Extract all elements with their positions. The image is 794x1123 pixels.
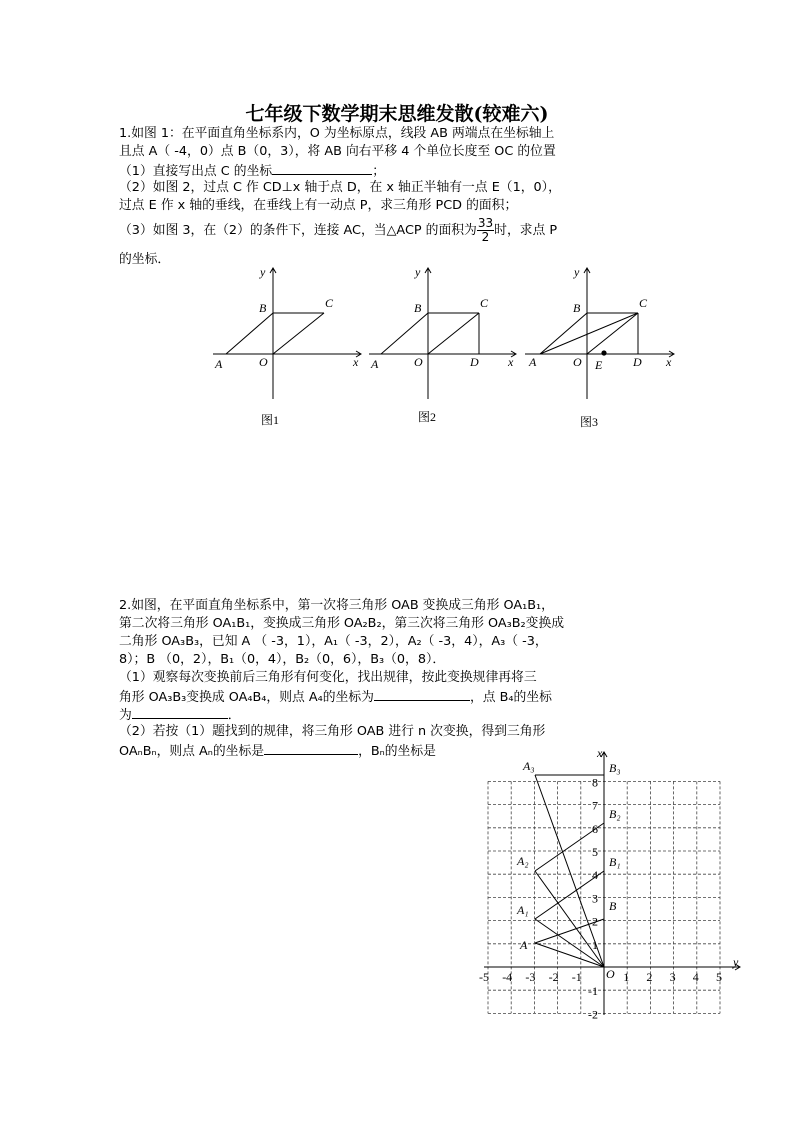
x-tick-label: 5 xyxy=(716,970,722,984)
y-tick-label: 2 xyxy=(592,914,598,929)
y-tick-label: 1 xyxy=(592,937,598,952)
x-tick-label: -5 xyxy=(479,970,489,984)
y-tick-label: 5 xyxy=(592,845,598,859)
label-b2: B₂ xyxy=(609,807,621,821)
figure-2-caption: 图2 xyxy=(418,410,437,424)
fraction-numerator: 33 xyxy=(477,216,494,230)
q2-line-5: （1）观察每次变换前后三角形有何变化，找出规律，按此变换规律再将三 xyxy=(119,670,537,685)
label-o: O xyxy=(259,355,268,369)
label-x: x xyxy=(508,355,514,369)
label-d: D xyxy=(633,355,642,369)
label-b: B xyxy=(573,301,581,315)
q1-line-6-pre: （3）如图 3，在（2）的条件下，连接 AC，当△ACP 的面积为 xyxy=(119,223,477,238)
q2-line-8: （2）若按（1）题找到的规律，将三角形 OAB 进行 n 次变换，得到三角形 xyxy=(119,724,546,739)
q2-line-9-mid: ，Bₙ的坐标是 xyxy=(358,744,436,759)
label-a2: A₂ xyxy=(517,854,529,868)
y-tick-label: -1 xyxy=(588,984,598,999)
label-b3: B₃ xyxy=(609,761,621,775)
label-o: O xyxy=(573,355,582,369)
label-b: B xyxy=(414,301,422,315)
label-a: A xyxy=(529,355,537,369)
q1-line-2: 且点 A（ -4，0）点 B（0，3），将 AB 向右平移 4 个单位长度至 OC 的位置 xyxy=(119,144,556,159)
q1-line-1: 1.如图 1：在平面直角坐标系内，O 为坐标原点，线段 AB 两端点在坐标轴上 xyxy=(119,126,555,141)
label-c: C xyxy=(639,296,648,310)
x-tick-label: -1 xyxy=(571,970,582,984)
y-tick-label: 4 xyxy=(592,868,598,883)
figure-3-caption: 图3 xyxy=(580,415,599,429)
x-tick-label: -4 xyxy=(502,970,513,984)
q2-line-6-mid: ，点 B₄的坐标 xyxy=(469,690,552,705)
y-tick-label: 6 xyxy=(592,821,598,836)
y-tick-label: 7 xyxy=(592,798,598,813)
q1-line-3-end: ； xyxy=(372,164,385,179)
fraction-denominator: 2 xyxy=(481,230,490,244)
label-e: E xyxy=(595,358,603,372)
label-a: A xyxy=(215,357,223,371)
q2-line-6-pre: 角形 OA₃B₃变换成 OA₄B₄，则点 A₄的坐标为 xyxy=(119,690,374,705)
label-y: y xyxy=(260,265,266,279)
x-tick-label: -2 xyxy=(548,970,559,984)
label-a: A xyxy=(371,357,379,371)
q2-line-3: 二角形 OA₃B₃，已知 A （ -3，1），A₁（ -3，2），A₂（ -3，4），A₃（ -3， xyxy=(119,634,548,649)
q1-line-4: （2）如图 2，过点 C 作 CD⊥x 轴于点 D，在 x 轴正半轴有一点 E（1，0）， xyxy=(119,180,561,195)
label-b1: B₁ xyxy=(609,855,621,869)
origin-label: O xyxy=(606,967,615,981)
label-o: O xyxy=(414,355,423,369)
q2-line-7-end: ． xyxy=(227,708,241,723)
label-b: B xyxy=(609,899,617,913)
x-tick-label: 2 xyxy=(646,970,653,984)
label-d: D xyxy=(470,355,479,369)
q2-line-7-pre: 为 xyxy=(119,708,132,723)
horizontal-axis-label: y xyxy=(733,955,739,969)
figure-1-caption: 图1 xyxy=(261,413,280,427)
q1-line-3-text: （1）直接写出点 C 的坐标 xyxy=(119,164,273,179)
label-c: C xyxy=(480,296,489,310)
q2-line-1: 2.如图，在平面直角坐标系中，第一次将三角形 OAB 变换成三角形 OA₁B₁， xyxy=(119,598,554,613)
q1-line-7: 的坐标． xyxy=(119,252,171,267)
x-tick-label: 3 xyxy=(669,970,676,984)
x-tick-label: 1 xyxy=(623,970,630,984)
y-tick-label: 3 xyxy=(592,891,598,906)
label-c: C xyxy=(325,296,334,310)
y-tick-label: -2 xyxy=(588,1007,598,1022)
tick-labels xyxy=(479,775,722,1021)
label-a: A xyxy=(520,938,528,952)
x-tick-label: -3 xyxy=(525,970,536,984)
label-x: x xyxy=(666,355,672,369)
label-b: B xyxy=(259,301,267,315)
page-title: 七年级下数学期末思维发散(较难六) xyxy=(245,103,549,125)
q2-line-9-pre: OAₙBₙ，则点 Aₙ的坐标是 xyxy=(119,744,265,759)
label-a1: A₁ xyxy=(517,903,529,917)
label-y: y xyxy=(574,265,580,279)
q1-line-6-post: 时，求点 P xyxy=(494,223,558,238)
label-y: y xyxy=(415,265,421,279)
label-x: x xyxy=(353,355,359,369)
vertical-axis-label: x xyxy=(597,746,603,760)
y-tick-label: 8 xyxy=(592,775,598,790)
q2-line-4: 8）；B （0，2），B₁（0，4），B₂（0，6），B₃（0，8）． xyxy=(119,652,446,667)
x-tick-label: 4 xyxy=(692,970,699,984)
label-a3: A₃ xyxy=(523,759,535,773)
q1-line-5: 过点 E 作 x 轴的垂线，在垂线上有一动点 P，求三角形 PCD 的面积； xyxy=(119,198,518,213)
q2-line-2: 第二次将三角形 OA₁B₁，变换成三角形 OA₂B₂，第三次将三角形 OA₃B₂变换成 xyxy=(119,616,565,631)
